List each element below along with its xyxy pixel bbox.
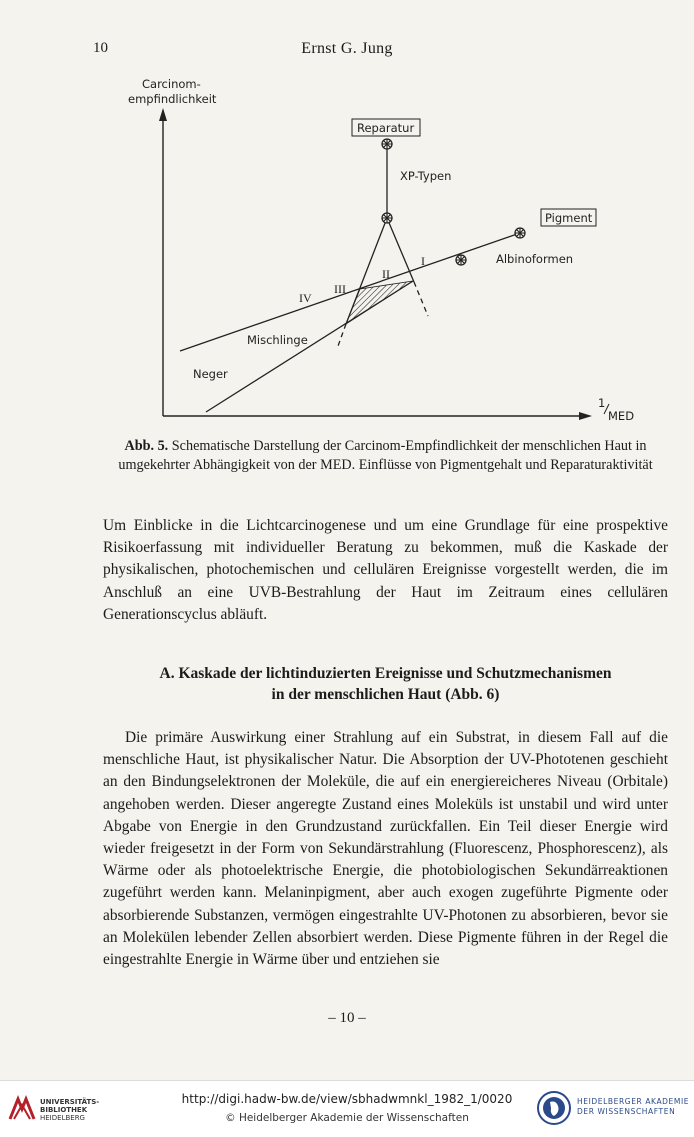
page-number: 10 — [93, 40, 108, 56]
copyright-notice: © Heidelberger Akademie der Wissenschaften — [225, 1112, 469, 1124]
caption-text: Schematische Darstellung der Carcinom-Empfindlichkeit der menschlichen Haut in umgekehrter Abhängigkeit von der MED. Einflüsse von Pigmentgehalt und Reparaturaktivität — [118, 438, 653, 473]
pigment-label: Pigment — [545, 211, 593, 225]
roman-iv-label: IV — [299, 291, 312, 305]
section-heading-line2: in der menschlichen Haut (Abb. 6) — [271, 686, 500, 703]
node-pigment — [515, 228, 525, 238]
right-branch-dashed — [414, 282, 428, 316]
node-albino — [456, 255, 466, 265]
hatched-region — [346, 281, 413, 324]
source-url[interactable]: http://digi.hadw-bw.de/view/sbhadwmnkl_1982_1/0020 — [181, 1092, 513, 1106]
figure-caption — [103, 437, 668, 474]
academy-name: HEIDELBERGER AKADEMIE DER WISSENSCHAFTEN — [577, 1097, 690, 1116]
y-axis-arrow — [159, 108, 167, 121]
roman-ii-label: II — [382, 267, 390, 281]
roman-iii-label: III — [334, 282, 346, 296]
folio: – 10 – — [328, 1010, 366, 1026]
neger-label: Neger — [193, 367, 228, 381]
roman-i-label: I — [421, 254, 425, 268]
section-heading — [103, 663, 668, 705]
mischlinge-label: Mischlinge — [247, 333, 308, 347]
running-head: Ernst G. Jung — [301, 40, 393, 57]
university-library-name: UNIVERSITÄTS- BIBLIOTHEK HEIDELBERG — [40, 1098, 100, 1122]
y-axis-label-line2: empfindlichkeit — [128, 92, 217, 106]
x-axis-label-num: 1 — [598, 396, 606, 410]
albinoformen-label: Albinoformen — [496, 252, 574, 266]
academy-logo — [536, 1090, 572, 1126]
x-axis-arrow — [579, 412, 592, 420]
viewer-footer — [0, 1080, 694, 1137]
x-axis-label-den: MED — [608, 409, 635, 423]
figure-diagram — [120, 76, 650, 426]
paragraph-main: Die primäre Auswirkung einer Strahlung auf ein Substrat, in diesem Fall auf die menschliche Haut, ist physikalischer Natur. Die Absorption der UV-Phototenen geschieht an den Bindungselektronen der Moleküle, die auf ein energiereicheres Niveau (Orbitale) angehoben werden. Dieser angeregte Zustand eines Moleküls ist unstabil und wird unter Abgabe von Energie in den Grundzustand zurückfallen. Ein Teil dieser Energie wird wieder freigesetzt in der Form von Sekundärstrahlung (Fluorescenz, Phosphorescenz), als Wärme oder als photoelektrische Energie, die photobiologischen Sekundärreaktionen zugeführt werden kann. Melaninpigment, aber auch exogen zugeführte Pigmente oder absorbierende Substanzen, vermögen eingestrahlte UV-Photonen zu absorbieren, bevor sie an Molekülen lebender Zellen absorbiert werden. Diese Pigmente führen in der Regel die eingestrahlte Energie in Wärme über und entziehen sie — [103, 729, 668, 969]
paragraph-intro: Um Einblicke in die Lichtcarcinogenese und um eine Grundlage für eine prospektive Risikoerfassung mit individueller Beratung zu bekommen, muß die Kaskade der physikalischen, photochemischen und cellulären Ereignisse vorgestellt werden, die im Anschluß an eine UVB-Bestrahlung der Haut im Zeitraum eines cellulären Generationscyclus abläuft. — [103, 517, 668, 623]
y-axis-label-line1: Carcinom- — [142, 77, 201, 91]
right-branch-line — [387, 218, 414, 282]
mischlinge-albino-line — [180, 233, 520, 351]
node-xp-junction — [382, 213, 392, 223]
section-heading-line1: A. Kaskade der lichtinduzierten Ereignisse und Schutzmechanismen — [159, 665, 612, 682]
node-reparatur — [382, 139, 392, 149]
xp-typen-label: XP-Typen — [400, 169, 452, 183]
caption-label: Abb. 5. — [124, 438, 169, 454]
reparatur-label: Reparatur — [357, 121, 415, 135]
